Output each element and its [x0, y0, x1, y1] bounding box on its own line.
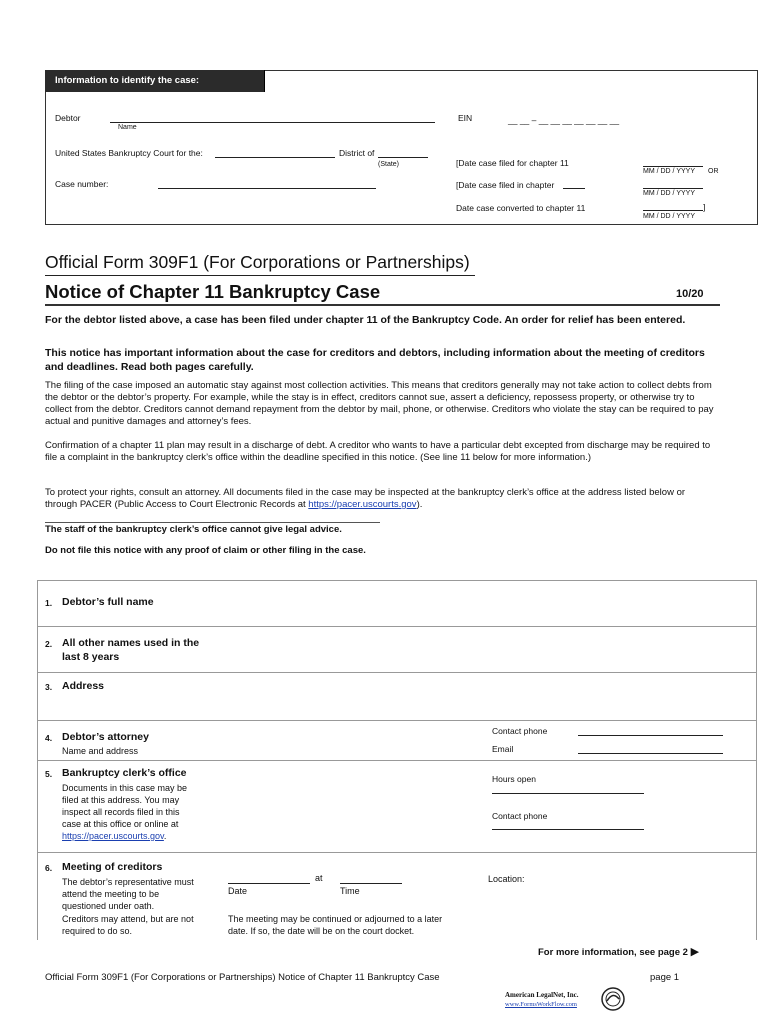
item-6-title: Meeting of creditors: [62, 861, 163, 873]
attorney-email-field[interactable]: [578, 744, 723, 754]
item-6-sub-4: Creditors may attend, but are not: [62, 914, 194, 924]
form-version: 10/20: [676, 288, 704, 300]
clerk-pacer-link[interactable]: https://pacer.uscourts.gov: [62, 831, 164, 841]
item-6-sub-1: The debtor’s representative must: [62, 877, 194, 887]
attorney-contact-phone-label: Contact phone: [492, 726, 548, 736]
clerk-contact-phone-label: Contact phone: [492, 811, 548, 821]
item-3-title: Address: [62, 680, 105, 692]
attorney-email-label: Email: [492, 744, 514, 754]
more-info-note: [538, 945, 699, 958]
name-caption: Name: [118, 124, 137, 131]
item-5-sub-3: inspect all records filed in this: [62, 807, 180, 817]
intro-para-1: For the debtor listed above, a case has been filed under chapter 11 of the Bankruptcy Code. An order for relief has been entered.: [45, 314, 686, 326]
meeting-location-label: Location:: [488, 874, 525, 884]
meeting-time-field[interactable]: [340, 874, 402, 884]
chapter-field[interactable]: [563, 180, 585, 189]
hours-open-field[interactable]: [492, 785, 644, 794]
item-5-number: 5.: [45, 769, 53, 779]
title-rule: [45, 304, 720, 306]
item-6-sub-5: required to do so.: [62, 926, 133, 936]
district-label: District of: [339, 148, 375, 158]
item-2-title-line1: All other names used in the: [62, 637, 200, 649]
meeting-time-label: Time: [340, 886, 360, 896]
form-title-rule: [45, 275, 475, 276]
logo-emblem-icon: [601, 987, 625, 1011]
close-bracket: ]: [703, 202, 706, 212]
item-5-link-line: [62, 830, 166, 842]
item-5-sub-2: filed at this address. You may: [62, 795, 180, 805]
case-number-label: Case number:: [55, 179, 109, 189]
debtor-name-field[interactable]: [110, 113, 435, 123]
row-divider-2: [37, 672, 757, 673]
ein-label: EIN: [458, 113, 473, 123]
american-legalnet-logo: [505, 985, 625, 1015]
state-caption: (State): [378, 161, 400, 168]
footer-page-number: page 1: [650, 972, 680, 983]
clerk-contact-phone-field[interactable]: [492, 821, 644, 830]
date-converted-label: Date case converted to chapter 11: [456, 203, 586, 213]
date-filed-chapter-field[interactable]: [643, 180, 703, 189]
more-info-text: For more information, see page 2: [538, 947, 688, 958]
pacer-link[interactable]: https://pacer.uscourts.gov: [308, 499, 417, 510]
date-filed-ch11-field[interactable]: [643, 158, 703, 167]
logo-company-name: American LegalNet, Inc.: [505, 991, 579, 999]
row-divider-1: [37, 626, 757, 627]
or-label: OR: [708, 168, 719, 175]
item-6-sub-3: questioned under oath.: [62, 901, 155, 911]
date-format-1: MM / DD / YYYY: [643, 168, 695, 175]
item-6-number: 6.: [45, 863, 53, 873]
meeting-continued-2: date. If so, the date will be on the court docket.: [228, 926, 415, 936]
no-legal-advice: The staff of the bankruptcy clerk’s office cannot give legal advice.: [45, 522, 380, 535]
do-not-file-note: Do not file this notice with any proof of claim or other filing in the case.: [45, 545, 366, 556]
footer-form-name: Official Form 309F1 (For Corporations or Partnerships) Notice of Chapter 11 Bankruptcy Case: [45, 972, 440, 983]
item-1-title: Debtor’s full name: [62, 596, 154, 608]
protect-rights-text: To protect your rights, consult an attorney. All documents filed in the case may be inspected at the bankruptcy clerk’s office at the address listed below or through PACER (Public Access to Court Electronic Records at: [45, 487, 686, 510]
item-4-title: Debtor’s attorney: [62, 731, 149, 743]
item-5-sub-1: Documents in this case may be: [62, 783, 188, 793]
form-title: Official Form 309F1 (For Corporations or Partnerships): [45, 252, 470, 272]
date-converted-field[interactable]: [643, 202, 706, 212]
automatic-stay-para: The filing of the case imposed an automatic stay against most collection activities. This means that creditors generally may not take action to collect debts from the debtor or the debtor’s property. For example, while the stay is in effect, creditors cannot sue, assert a deficiency, repossess property, or otherwise try to collect from the debtor. Creditors cannot demand repayment from the debtor by mail, phone, or otherwise. Creditors who violate the stay can be required to pay actual and punitive damages and attorney’s fees.: [45, 380, 714, 427]
case-number-field[interactable]: [158, 179, 376, 189]
clerk-link-period: .: [163, 831, 167, 841]
item-4-number: 4.: [45, 733, 53, 743]
item-2-title-line2: last 8 years: [62, 651, 120, 663]
case-info-header: Information to identify the case:: [45, 70, 265, 92]
ein-field[interactable]: __ __ – __ __ __ __ __ __ __: [508, 115, 620, 125]
item-4-subtitle: Name and address: [62, 746, 139, 756]
item-3-number: 3.: [45, 682, 53, 692]
item-1-number: 1.: [45, 598, 53, 608]
discharge-para: Confirmation of a chapter 11 plan may result in a discharge of debt. A creditor who wants to have a particular debt excepted from discharge may be required to file a complaint in the bankruptcy clerk’s office within the deadline specified in this notice. (See line 11 below for more information.): [45, 440, 711, 463]
court-label: United States Bankruptcy Court for the:: [55, 148, 203, 158]
court-field[interactable]: [215, 148, 335, 158]
date-format-3: MM / DD / YYYY: [643, 213, 695, 220]
item-5-sub-4: case at this office or online at: [62, 819, 179, 829]
protect-rights-end: ).: [416, 499, 423, 510]
attorney-contact-phone-field[interactable]: [578, 726, 723, 736]
date-format-2: MM / DD / YYYY: [643, 190, 695, 197]
intro-para-2: This notice has important information about the case for creditors and debtors, including information about the meeting of creditors and deadlines. Read both pages carefully.: [45, 347, 705, 373]
arrow-right-icon: ▶: [690, 946, 700, 958]
meeting-at-label: at: [315, 873, 323, 883]
date-filed-chapter-label: [Date case filed in chapter: [456, 180, 555, 190]
item-2-number: 2.: [45, 639, 53, 649]
row-divider-5: [37, 852, 757, 853]
district-field[interactable]: [378, 148, 428, 158]
logo-website: www.FormsWorkFlow.com: [505, 1001, 577, 1008]
row-divider-4: [37, 760, 757, 761]
item-5-title: Bankruptcy clerk’s office: [62, 767, 187, 779]
protect-rights-para: [45, 487, 715, 511]
meeting-date-label: Date: [228, 886, 248, 896]
row-divider-3: [37, 720, 757, 721]
date-filed-ch11-label: [Date case filed for chapter 11: [456, 158, 569, 168]
meeting-continued-1: The meeting may be continued or adjourned to a later: [228, 914, 443, 924]
item-6-sub-2: attend the meeting to be: [62, 889, 160, 899]
notice-title: Notice of Chapter 11 Bankruptcy Case: [45, 281, 381, 302]
hours-open-label: Hours open: [492, 774, 536, 784]
debtor-label: Debtor: [55, 113, 81, 123]
meeting-date-field[interactable]: [228, 874, 310, 884]
